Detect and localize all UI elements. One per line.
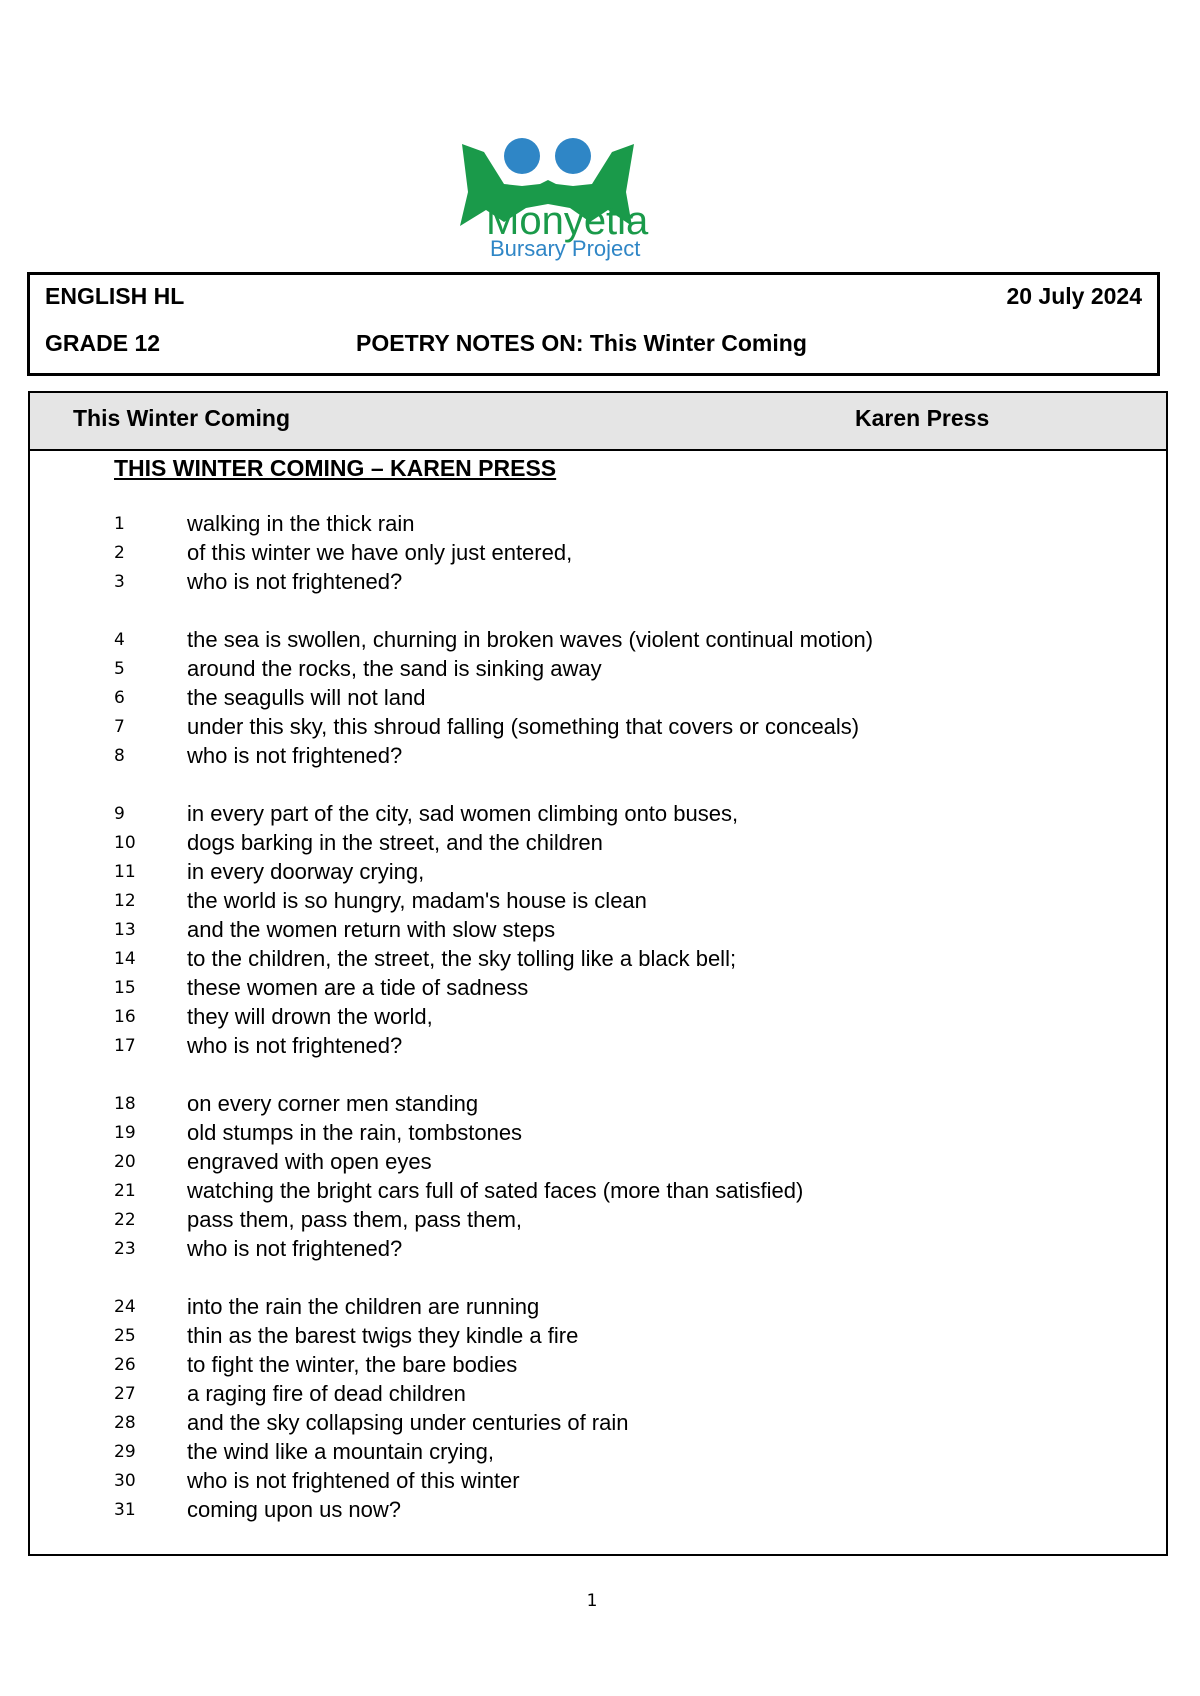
line-number: 25 xyxy=(114,1326,136,1346)
line-number: 22 xyxy=(114,1210,136,1230)
line-text: thin as the barest twigs they kindle a fire xyxy=(187,1323,579,1348)
line-text: these women are a tide of sadness xyxy=(187,975,529,1000)
line-text: watching the bright cars full of sated faces (more than satisfied) xyxy=(187,1178,804,1203)
line-number: 28 xyxy=(114,1413,136,1433)
line-number: 29 xyxy=(114,1442,136,1462)
line-text: the sea is swollen, churning in broken waves (violent continual motion) xyxy=(187,627,874,652)
line-number: 16 xyxy=(114,1007,136,1027)
line-number: 4 xyxy=(114,630,125,650)
line-text: who is not frightened? xyxy=(187,1236,403,1261)
line-text: coming upon us now? xyxy=(187,1497,402,1522)
line-text: dogs barking in the street, and the children xyxy=(187,830,603,855)
poem-title: This Winter Coming xyxy=(73,405,291,431)
line-text: who is not frightened of this winter xyxy=(187,1468,520,1493)
line-text: a raging fire of dead children xyxy=(187,1381,466,1406)
line-text: pass them, pass them, pass them, xyxy=(187,1207,523,1232)
line-number: 27 xyxy=(114,1384,136,1404)
line-number: 31 xyxy=(114,1500,136,1520)
line-text: around the rocks, the sand is sinking away xyxy=(187,656,602,681)
line-number: 18 xyxy=(114,1094,136,1114)
line-number: 9 xyxy=(114,804,125,824)
line-text: engraved with open eyes xyxy=(187,1149,432,1174)
line-number: 20 xyxy=(114,1152,136,1172)
line-number: 7 xyxy=(114,717,125,737)
line-text: to fight the winter, the bare bodies xyxy=(187,1352,518,1377)
line-number: 10 xyxy=(114,833,136,853)
document-header xyxy=(27,272,1160,376)
line-text: in every part of the city, sad women climbing onto buses, xyxy=(187,801,739,826)
line-number: 14 xyxy=(114,949,136,969)
line-text: the wind like a mountain crying, xyxy=(187,1439,494,1464)
line-number: 26 xyxy=(114,1355,136,1375)
line-number: 30 xyxy=(114,1471,136,1491)
date-label: 20 July 2024 xyxy=(1006,283,1142,309)
logo-name: Monyetla xyxy=(486,199,649,243)
line-number: 21 xyxy=(114,1181,136,1201)
line-number: 19 xyxy=(114,1123,136,1143)
poem-lines xyxy=(30,393,1166,1554)
line-number: 13 xyxy=(114,920,136,940)
line-text: the seagulls will not land xyxy=(187,685,426,710)
logo-graphic xyxy=(440,122,708,262)
line-number: 17 xyxy=(114,1036,136,1056)
notes-title: POETRY NOTES ON: This Winter Coming xyxy=(356,330,807,356)
poem-table xyxy=(28,391,1168,1556)
line-number: 24 xyxy=(114,1297,136,1317)
line-number: 15 xyxy=(114,978,136,998)
line-number: 2 xyxy=(114,543,125,563)
page-number: 1 xyxy=(586,1591,598,1611)
line-text: into the rain the children are running xyxy=(187,1294,540,1319)
line-text: who is not frightened? xyxy=(187,1033,403,1058)
line-text: walking in the thick rain xyxy=(187,511,415,536)
line-text: and the sky collapsing under centuries of rain xyxy=(187,1410,629,1435)
grade-label: GRADE 12 xyxy=(45,330,161,356)
line-number: 5 xyxy=(114,659,125,679)
line-number: 8 xyxy=(114,746,125,766)
poem-author: Karen Press xyxy=(855,405,990,431)
logo-tagline: Bursary Project xyxy=(490,236,641,261)
line-text: and the women return with slow steps xyxy=(187,917,556,942)
line-text: the world is so hungry, madam's house is clean xyxy=(187,888,647,913)
line-number: 12 xyxy=(114,891,136,911)
poem-heading: THIS WINTER COMING – KAREN PRESS xyxy=(114,455,557,481)
line-number: 6 xyxy=(114,688,125,708)
line-text: who is not frightened? xyxy=(187,569,403,594)
subject-label: ENGLISH HL xyxy=(45,283,185,309)
line-number: 23 xyxy=(114,1239,136,1259)
line-text: on every corner men standing xyxy=(187,1091,479,1116)
monyetla-logo xyxy=(440,122,708,262)
line-text: they will drown the world, xyxy=(187,1004,433,1029)
line-number: 3 xyxy=(114,572,125,592)
line-text: of this winter we have only just entered, xyxy=(187,540,573,565)
line-text: in every doorway crying, xyxy=(187,859,425,884)
line-number: 1 xyxy=(114,514,125,534)
line-text: old stumps in the rain, tombstones xyxy=(187,1120,523,1145)
line-text: to the children, the street, the sky tolling like a black bell; xyxy=(187,946,737,971)
line-text: who is not frightened? xyxy=(187,743,403,768)
line-number: 11 xyxy=(114,862,136,882)
line-text: under this sky, this shroud falling (something that covers or conceals) xyxy=(187,714,860,739)
